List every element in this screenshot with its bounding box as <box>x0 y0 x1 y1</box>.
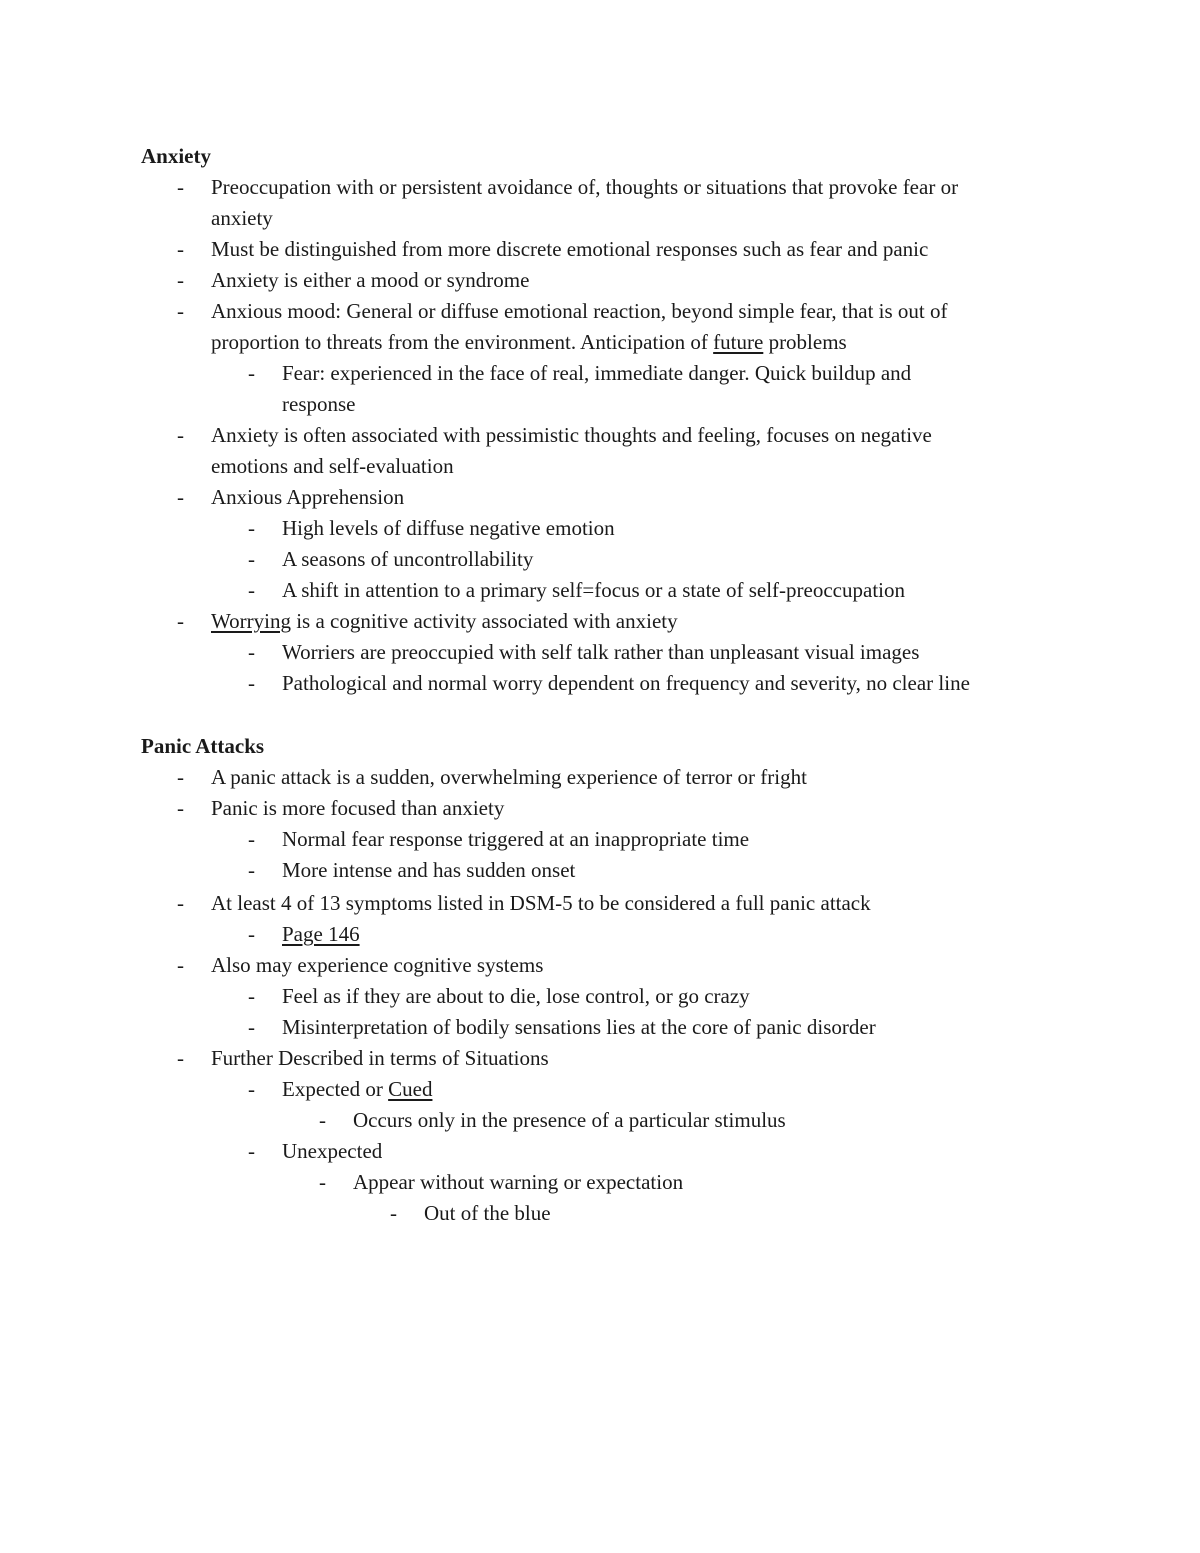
list-item-text: Pathological and normal worry dependent on frequency and severity, no clear line <box>282 671 970 695</box>
bullet-dash: - <box>177 423 184 447</box>
bullet-dash: - <box>177 175 184 199</box>
list-item-text: Out of the blue <box>424 1201 551 1225</box>
list-item-text: A shift in attention to a primary self=focus or a state of self-preoccupation <box>282 578 905 602</box>
bullet-dash: - <box>248 640 255 664</box>
list-item-text: Also may experience cognitive systems <box>211 953 544 977</box>
list-item-text: More intense and has sudden onset <box>282 858 576 882</box>
bullet-dash: - <box>248 547 255 571</box>
list-item-text: Occurs only in the presence of a particular stimulus <box>353 1108 786 1132</box>
list-item-text: Anxious Apprehension <box>211 485 405 509</box>
list-item-text <box>282 1074 432 1105</box>
list-item-text: Anxiety is either a mood or syndrome <box>211 268 530 292</box>
list-item-text: A seasons of uncontrollability <box>282 547 534 571</box>
list-item-text: Appear without warning or expectation <box>353 1170 684 1194</box>
bullet-dash: - <box>248 984 255 1008</box>
bullet-dash: - <box>177 299 184 323</box>
bullet-dash: - <box>248 578 255 602</box>
list-item-text: Worriers are preoccupied with self talk rather than unpleasant visual images <box>282 640 920 664</box>
list-item-text: anxiety <box>211 206 273 230</box>
page-reference-link[interactable]: Page 146 <box>282 922 360 946</box>
text-run: problems <box>763 330 847 354</box>
bullet-dash: - <box>390 1201 397 1225</box>
bullet-dash: - <box>177 953 184 977</box>
list-item-text: Feel as if they are about to die, lose control, or go crazy <box>282 984 750 1008</box>
text-run: Expected or <box>282 1077 389 1101</box>
bullet-dash: - <box>248 516 255 540</box>
bullet-dash: - <box>319 1108 326 1132</box>
bullet-dash: - <box>248 922 255 946</box>
list-item-text: Fear: experienced in the face of real, immediate danger. Quick buildup and <box>282 361 912 385</box>
list-item-text: response <box>282 392 356 416</box>
bullet-dash: - <box>248 1015 255 1039</box>
list-item-text <box>211 327 847 358</box>
list-item-text: Anxious mood: General or diffuse emotional reaction, beyond simple fear, that is out of <box>211 299 948 323</box>
text-run: is a cognitive activity associated with anxiety <box>290 609 678 633</box>
section-heading-panic-attacks: Panic Attacks <box>141 734 265 758</box>
list-item-text: High levels of diffuse negative emotion <box>282 516 615 540</box>
list-item-text: Misinterpretation of bodily sensations lies at the core of panic disorder <box>282 1015 876 1039</box>
list-item-text <box>211 606 678 637</box>
underlined-text: Cued <box>388 1077 433 1101</box>
bullet-dash: - <box>177 485 184 509</box>
list-item-text: A panic attack is a sudden, overwhelming experience of terror or fright <box>211 765 807 789</box>
text-run: proportion to threats from the environment. Anticipation of <box>211 330 714 354</box>
list-item-text: emotions and self-evaluation <box>211 454 454 478</box>
bullet-dash: - <box>177 796 184 820</box>
bullet-dash: - <box>248 827 255 851</box>
bullet-dash: - <box>177 268 184 292</box>
bullet-dash: - <box>177 891 184 915</box>
bullet-dash: - <box>248 361 255 385</box>
list-item-text: Further Described in terms of Situations <box>211 1046 549 1070</box>
list-item-text: Unexpected <box>282 1139 383 1163</box>
bullet-dash: - <box>177 237 184 261</box>
bullet-dash: - <box>177 609 184 633</box>
underlined-text: future <box>713 330 764 354</box>
list-item-text: Normal fear response triggered at an inappropriate time <box>282 827 750 851</box>
section-heading-anxiety: Anxiety <box>141 144 211 168</box>
bullet-dash: - <box>177 765 184 789</box>
bullet-dash: - <box>248 671 255 695</box>
bullet-dash: - <box>319 1170 326 1194</box>
list-item-text: Preoccupation with or persistent avoidance of, thoughts or situations that provoke fear or <box>211 175 959 199</box>
bullet-dash: - <box>248 1139 255 1163</box>
list-item-text: Anxiety is often associated with pessimistic thoughts and feeling, focuses on negative <box>211 423 932 447</box>
bullet-dash: - <box>248 1077 255 1101</box>
underlined-text: Worrying <box>211 609 291 633</box>
list-item-text: At least 4 of 13 symptoms listed in DSM-5 to be considered a full panic attack <box>211 891 871 915</box>
list-item-text: Panic is more focused than anxiety <box>211 796 505 820</box>
bullet-dash: - <box>177 1046 184 1070</box>
bullet-dash: - <box>248 858 255 882</box>
list-item-text: Must be distinguished from more discrete emotional responses such as fear and panic <box>211 237 929 261</box>
